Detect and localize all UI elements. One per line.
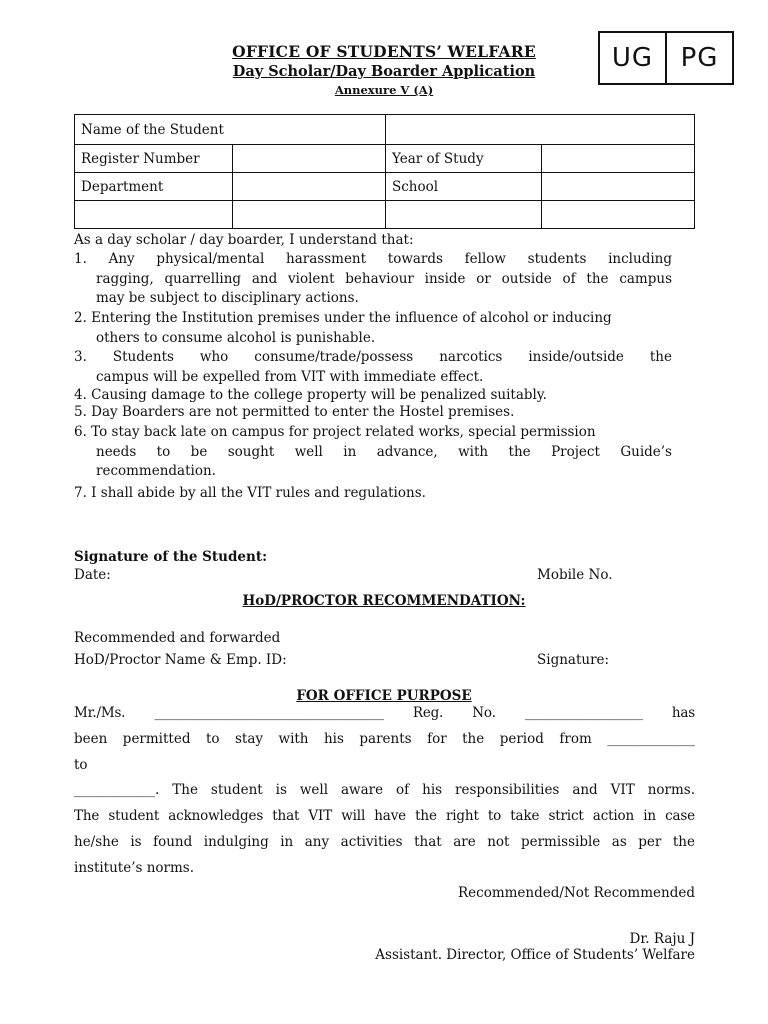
signer-title: Assistant. Director, Office of Students’ Welfare	[375, 947, 695, 963]
rule-line: 3. Students who consume/trade/possess narcotics inside/outside the	[74, 349, 672, 365]
hod-name-label: HoD/Proctor Name & Emp. ID:	[74, 652, 287, 668]
rule-item	[74, 348, 672, 387]
table-row	[75, 201, 695, 229]
pg-option[interactable]: PG	[665, 33, 732, 83]
blank-field[interactable]	[233, 201, 386, 229]
name-field[interactable]	[386, 115, 695, 145]
rule-line: others to consume alcohol is punishable.	[96, 329, 376, 346]
office-line: institute’s norms.	[74, 859, 195, 876]
rule-line: 5. Day Boarders are not permitted to enter the Hostel premises.	[74, 404, 515, 420]
office-line: ____________. The student is well aware of his responsibilities and VIT norms.	[74, 782, 695, 799]
rule-item	[74, 423, 672, 482]
year-label: Year of Study	[386, 145, 542, 173]
ug-pg-box	[598, 31, 734, 85]
year-field[interactable]	[542, 145, 695, 173]
hod-heading: HoD/PROCTOR RECOMMENDATION:	[242, 593, 526, 609]
office-line: Mr./Ms. ___________________________________ Reg. No. __________________ has	[74, 705, 695, 721]
rule-item	[74, 250, 672, 309]
department-label: Department	[75, 173, 233, 201]
blank-field[interactable]	[75, 201, 233, 229]
rule-line: 4. Causing damage to the college property will be penalized suitably.	[74, 387, 547, 403]
mobile-label: Mobile No.	[537, 567, 613, 583]
office-paragraph	[74, 701, 695, 882]
rule-item	[74, 484, 672, 504]
school-field[interactable]	[542, 173, 695, 201]
blank-field[interactable]	[542, 201, 695, 229]
rule-line: 6. To stay back late on campus for project related works, special permission	[74, 424, 596, 440]
student-info-table	[74, 114, 695, 229]
rule-line: 7. I shall abide by all the VIT rules and regulations.	[74, 485, 426, 501]
recommendation-text: Recommended/Not Recommended	[457, 885, 695, 901]
office-line: to	[74, 756, 88, 773]
rule-item	[74, 403, 672, 423]
rule-line: campus will be expelled from VIT with immediate effect.	[96, 368, 484, 385]
rule-line: ragging, quarrelling and violent behaviour inside or outside of the campus	[96, 270, 672, 287]
student-signature-label: Signature of the Student:	[74, 549, 268, 565]
rule-line: may be subject to disciplinary actions.	[96, 290, 359, 306]
office-line: The student acknowledges that VIT will have the right to take strict action in case	[74, 808, 695, 825]
ug-option[interactable]: UG	[611, 43, 654, 73]
hod-signature-label: Signature:	[537, 652, 610, 668]
name-label: Name of the Student	[75, 115, 386, 145]
rule-line: 1. Any physical/mental harassment towards fellow students including	[74, 251, 672, 267]
annexure-label: Annexure V (A)	[334, 83, 434, 97]
intro-text: As a day scholar / day boarder, I understand that:	[74, 232, 414, 248]
register-label: Register Number	[75, 145, 233, 173]
register-field[interactable]	[233, 145, 386, 173]
table-row	[75, 145, 695, 173]
rule-line: needs to be sought well in advance, with the Project Guide’s	[96, 443, 672, 460]
rule-line: recommendation.	[96, 463, 216, 479]
forwarded-text: Recommended and forwarded	[74, 630, 281, 646]
rule-item	[74, 309, 672, 348]
form-subtitle: Day Scholar/Day Boarder Application	[232, 63, 536, 80]
office-line: been permitted to stay with his parents for the period from _____________	[74, 730, 695, 747]
office-title: OFFICE OF STUDENTS’ WELFARE	[232, 42, 536, 61]
signer-name: Dr. Raju J	[629, 931, 695, 947]
office-heading: FOR OFFICE PURPOSE	[296, 688, 472, 704]
table-row	[75, 115, 695, 145]
department-field[interactable]	[233, 173, 386, 201]
table-row	[75, 173, 695, 201]
blank-field[interactable]	[386, 201, 542, 229]
school-label: School	[386, 173, 542, 201]
date-label: Date:	[74, 567, 111, 583]
office-line: he/she is found indulging in any activities that are not permissible as per the	[74, 833, 695, 850]
rule-line: 2. Entering the Institution premises under the influence of alcohol or inducing	[74, 310, 612, 326]
